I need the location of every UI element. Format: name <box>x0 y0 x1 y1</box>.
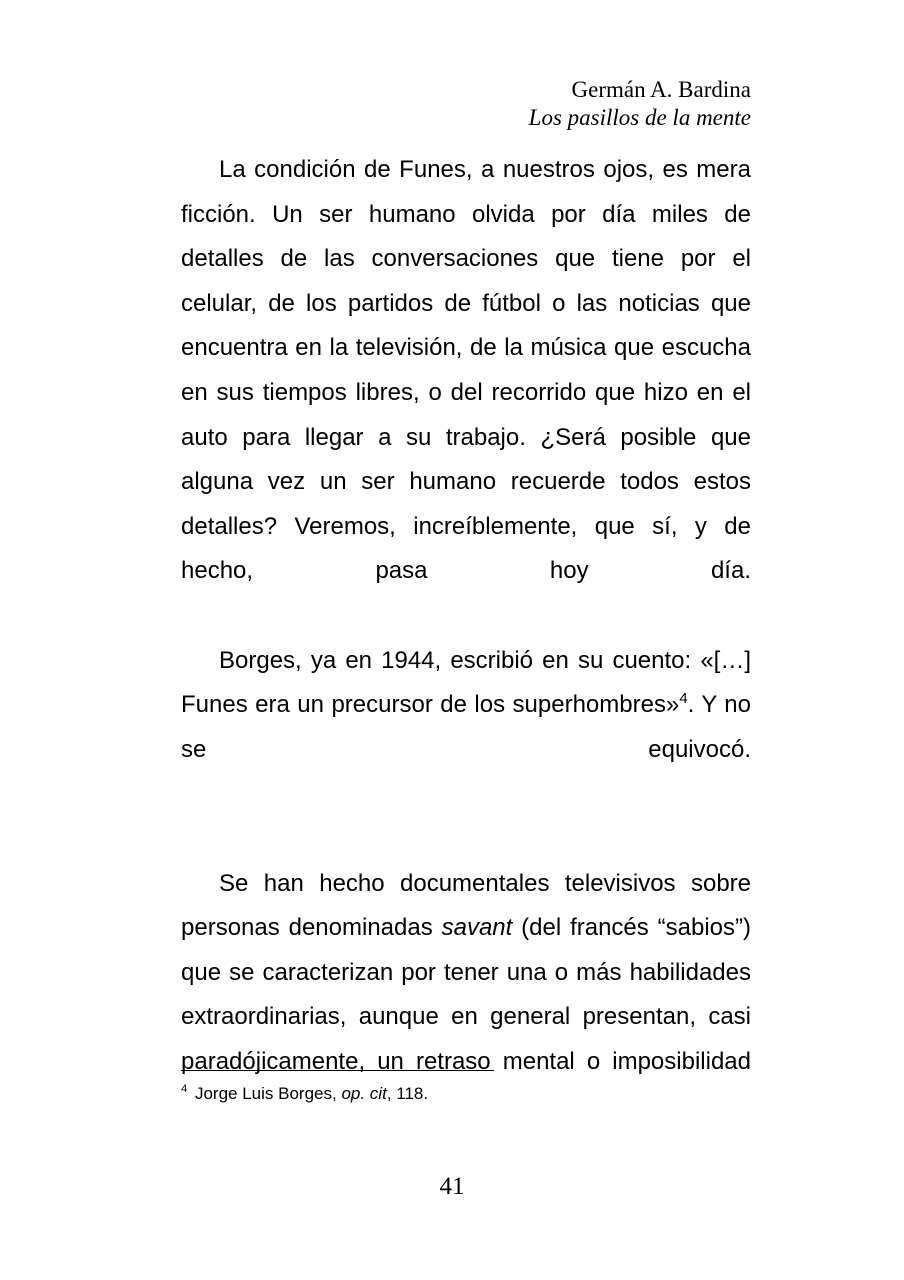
paragraph-3-italic-term: savant <box>441 914 513 942</box>
footnote-segment-2: , 118. <box>386 1084 429 1103</box>
footnote-entry <box>181 1083 751 1105</box>
body-text-column <box>181 148 751 1129</box>
running-head-author: Germán A. Bardina <box>571 77 751 102</box>
footnote-italic-term: op. cit <box>341 1084 387 1103</box>
footnote-marker: 4 <box>181 1083 188 1096</box>
running-head <box>181 76 751 132</box>
paragraph-2-lead: Borges, ya en 1944, escribió en su cuento: «[…] Funes era un precursor de los superhombres» <box>181 646 751 719</box>
footnote-separator-rule <box>181 1070 494 1071</box>
footnote-reference-marker[interactable]: 4 <box>679 691 688 708</box>
footnote-area <box>181 1070 751 1105</box>
paragraph-2 <box>181 639 751 817</box>
page-number: 41 <box>439 1173 465 1200</box>
footnote-segment-1: Jorge Luis Borges, <box>190 1084 342 1103</box>
paragraph-2-tail: . Y no se equivocó. <box>181 691 752 763</box>
paragraph-3-segment-1: Se han hecho documentales televisivos sobre personas denominadas <box>181 869 751 942</box>
paragraph-1: La condición de Funes, a nuestros ojos, es mera ficción. Un ser humano olvida por día miles de detalles de las conversaciones que tiene por el celular, de los partidos de fútbol o las noticias que encuentra en la televisión, de la música que escucha en sus tiempos libres, o del recorrido que hizo en el auto para llegar a su trabajo. ¿Será posible que alguna vez un ser humano recuerde todos estos detalles? Veremos, increíblemente, que sí, y de hecho, pasa hoy día. <box>181 156 751 585</box>
running-head-book-title: Los pasillos de la mente <box>528 105 751 130</box>
paragraph-3-segment-2: (del francés “sabios”) que se caracterizan por tener una o más habilidades extraordinarias, aunque en general presentan, casi paradójicamente, un retraso mental o imposibilidad <box>181 914 752 1075</box>
